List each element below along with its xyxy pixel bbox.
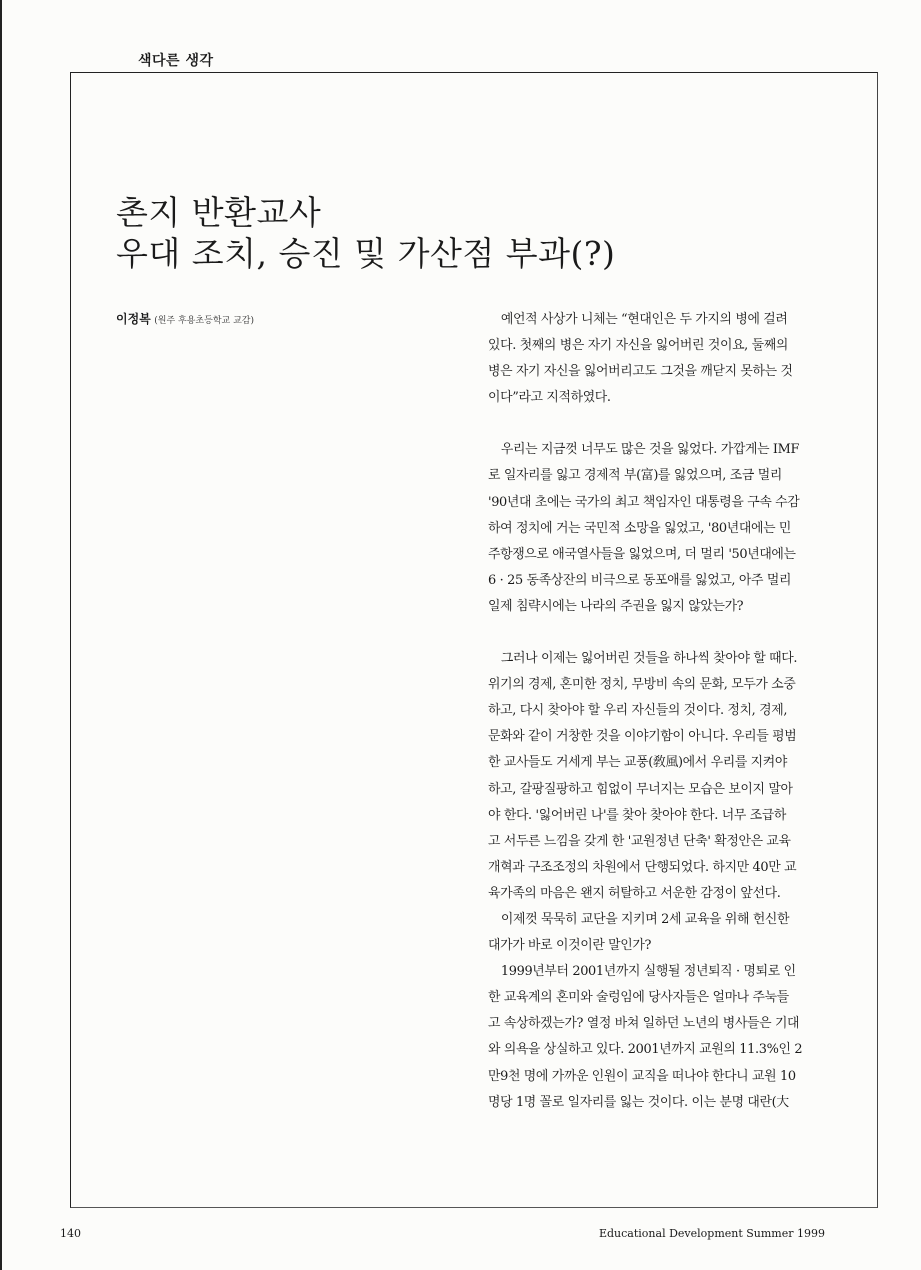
paragraph: 이제껏 묵묵히 교단을 지키며 2세 교육을 위해 헌신한 대가가 바로 이것이란 말인가? — [488, 911, 790, 954]
article-title — [116, 192, 615, 274]
title-line-1: 촌지 반환교사 — [116, 193, 322, 232]
author-byline — [116, 310, 254, 327]
paragraph: 1999년부터 2001년까지 실행될 정년퇴직 · 명퇴로 인 한 교육계의 혼미와 술렁임에 당사자들은 얼마나 주눅들 고 속상하겠는가? 열정 바쳐 일하던 노년의 병사들은 기대 와 의욕을 상실하고 있다. 2001년까지 교원의 11.3%인 2 만9천 명에 가까운 인원이 교직을 떠나야 한다니 교원 10 명당 1명 꼴로 일자리를 잃는 것이다. 이는 분명 대란(大 — [488, 964, 803, 1110]
paragraph: 예언적 사상가 니체는 “현대인은 두 가지의 병에 걸려 있다. 첫째의 병은 자기 자신을 잃어버린 것이요, 둘째의 병은 자기 자신을 잃어버리고도 그것을 깨닫지 못하는 것 이다”라고 지적하였다. — [488, 312, 793, 406]
article-body — [488, 307, 828, 1116]
author-name: 이정복 — [116, 312, 151, 326]
journal-name: Educational Development Summer 1999 — [598, 1227, 825, 1240]
paragraph: 그러나 이제는 잃어버린 것들을 하나씩 찾아야 할 때다. 위기의 경제, 혼미한 정치, 무방비 속의 문화, 모두가 소중 하고, 다시 찾아야 할 우리 자신들의 것이다. 정치, 경제, 문화와 같이 거창한 것을 이야기함이 아니다. 우리들 평범 한 교사들도 거세게 부는 교풍(敎風)에서 우리를 지켜야 하고, 갈팡질팡하고 힘없이 무너지는 모습은 보이지 말아 야 한다. '잃어버린 나'를 찾아 찾아야 한다. 너무 조급하 고 서두른 느낌을 갖게 한 '교원정년 단축' 확정안은 교육 개혁과 구조조정의 차원에서 단행되었다. 하지만 40만 교 육가족의 마음은 왠지 허탈하고 서운한 감정이 앞선다. — [488, 651, 798, 901]
author-affiliation: (원주 후용초등학교 교감) — [154, 316, 254, 326]
section-label: 색다른 생각 — [138, 53, 214, 69]
title-line-2: 우대 조치, 승진 및 가산점 부과(?) — [116, 234, 616, 273]
paragraph: 우리는 지금껏 너무도 많은 것을 잃었다. 가깝게는 IMF 로 일자리를 잃고 경제적 부(富)를 잃었으며, 조금 멀리 '90년대 초에는 국가의 최고 책임자인 대통령을 구속 수감 하여 정치에 거는 국민적 소망을 잃었고, '80년대에는 민 주항쟁으로 애국열사들을 잃었으며, 더 멀리 '50년대에는 6 · 25 동족상잔의 비극으로 동포애를 잃었고, 아주 멀리 일제 침략시에는 나라의 주권을 잃지 않았는가? — [488, 442, 800, 614]
page-edge-line — [0, 0, 2, 1270]
page-number: 140 — [60, 1227, 81, 1240]
